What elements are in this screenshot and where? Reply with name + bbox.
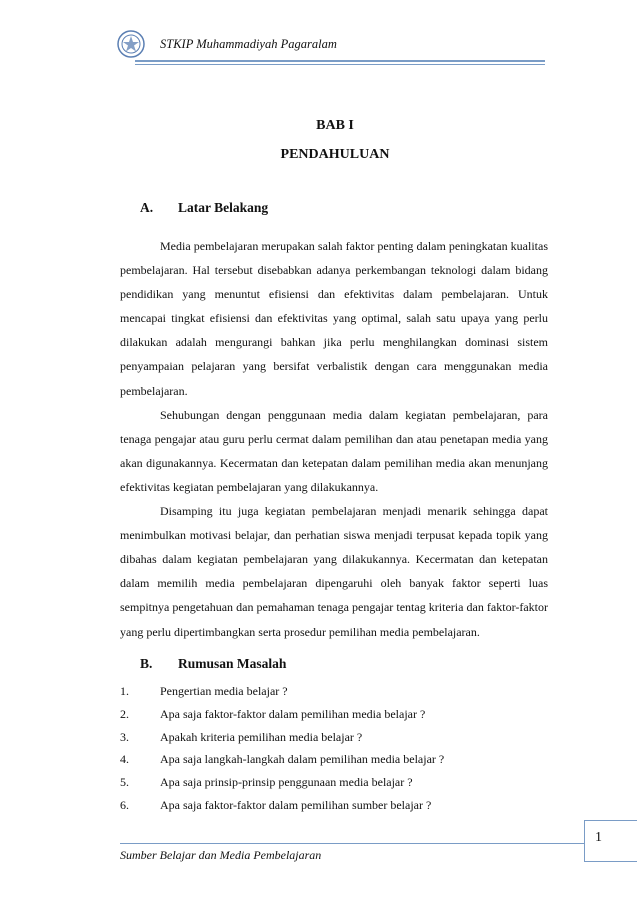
list-item-text: Apa saja faktor-faktor dalam pemilihan media belajar ? [160, 706, 426, 721]
list-item [120, 680, 550, 703]
page-number-box [584, 820, 637, 862]
list-item-number: 3. [120, 729, 129, 744]
list-item-text: Apa saja langkah-langkah dalam pemilihan media belajar ? [160, 752, 445, 767]
list-item-text: Apakah kriteria pemilihan media belajar ? [160, 729, 363, 744]
chapter-title: PENDAHULUAN [280, 147, 390, 162]
list-item-text: Apa saja prinsip-prinsip penggunaan media belajar ? [160, 775, 413, 790]
page-number: 1 [595, 830, 602, 845]
section-heading-b [140, 656, 286, 672]
institution-seal-logo [117, 30, 145, 58]
header-institution: STKIP Muhammadiyah Pagaralam [160, 37, 337, 51]
list-item-number: 1. [120, 684, 129, 698]
section-a-body [120, 234, 548, 644]
problem-list [120, 680, 550, 817]
list-item [120, 748, 550, 771]
paragraph: Media pembelajaran merupakan salah faktor penting dalam peningkatan kualitas pembelajaran. Hal tersebut disebabkan adanya perkembangan teknologi dalam bidang pendidikan yang menuntut efisiensi dan efektivitas dalam pembelajaran. Untuk mencapai tingkat efisiensi dan efektivitas yang optimal, salah satu upaya yang perlu dilakukan adalah mengurangi bahkan jika perlu menghilangkan dominasi sistem penyampaian pelajaran yang bersifat verbalistik dengan cara menggunakan media pembelajaran. [120, 239, 548, 398]
list-item-number: 6. [120, 797, 129, 812]
section-heading-a [140, 200, 268, 216]
footer-rule [120, 843, 585, 844]
list-item [120, 703, 550, 726]
list-item [120, 771, 550, 794]
section-title: Rumusan Masalah [178, 656, 287, 671]
paragraph: Sehubungan dengan penggunaan media dalam kegiatan pembelajaran, para tenaga pengajar atau guru perlu cermat dalam pemilihan dan atau penetapan media yang akan digunakannya. Kecermatan dan ketepatan dalam pemilihan media akan menunjang efektivitas kegiatan pembelajaran yang dilakukannya. [120, 407, 548, 494]
header-rule-thin [135, 64, 545, 65]
section-title: Latar Belakang [178, 200, 269, 215]
list-item-number: 5. [120, 775, 129, 790]
chapter-number: BAB I [316, 118, 354, 133]
header-rule [135, 60, 545, 62]
list-item-text: Apa saja faktor-faktor dalam pemilihan sumber belajar ? [160, 797, 432, 812]
list-item-text: Pengertian media belajar ? [160, 684, 288, 698]
paragraph: Disamping itu juga kegiatan pembelajaran menjadi menarik sehingga dapat menimbulkan motivasi belajar, dan perhatian siswa menjadi terpusat kepada topik yang dibahas dalam kegiatan pembelajaran yang dilakukannya. Kecermatan dan ketepatan dalam memilih media pembelajaran dipengaruhi oleh banyak faktor seperti luas sempitnya pengetahuan dan pemahaman tenaga pengajar tentag kriteria dan faktor-faktor yang perlu dipertimbangkan serta prosedur pemilihan media pembelajaran. [120, 504, 548, 639]
list-item [120, 794, 550, 817]
list-item [120, 726, 550, 749]
list-item-number: 4. [120, 752, 129, 767]
list-item-number: 2. [120, 706, 129, 721]
page-header [117, 28, 547, 62]
section-number: A. [140, 200, 154, 215]
section-number: B. [140, 656, 153, 671]
page-footer: Sumber Belajar dan Media Pembelajaran [120, 848, 322, 862]
